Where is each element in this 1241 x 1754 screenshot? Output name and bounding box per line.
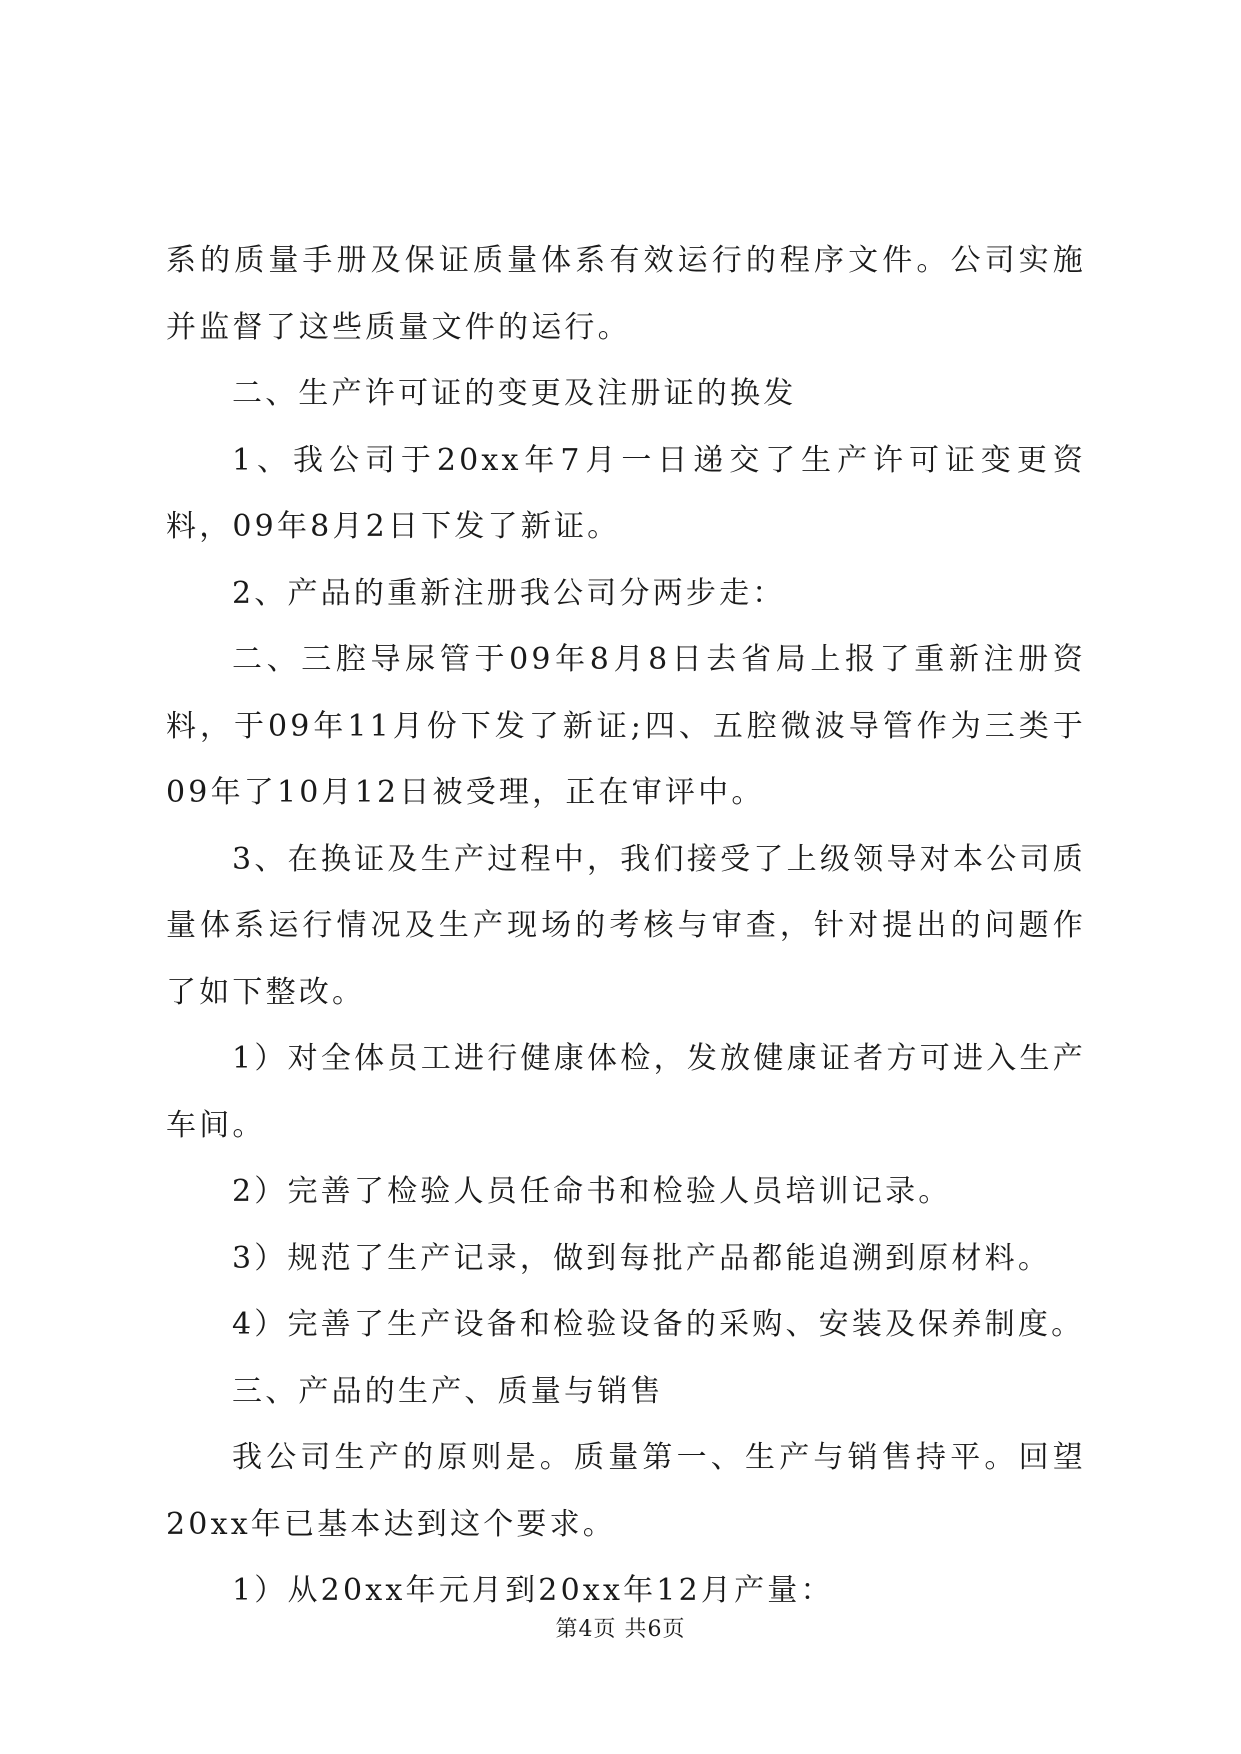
page-footer: 第4页 共6页 <box>555 1617 686 1642</box>
list-item: 1）对全体员工进行健康体检，发放健康证者方可进入生产车间。 <box>166 1041 1086 1143</box>
list-item: 1）从20xx年元月到20xx年12月产量： <box>232 1573 834 1608</box>
section-heading: 二、生产许可证的变更及注册证的换发 <box>232 376 797 411</box>
list-item: 4）完善了生产设备和检验设备的采购、安装及保养制度。 <box>232 1307 1085 1342</box>
paragraph: 3、在换证及生产过程中，我们接受了上级领导对本公司质量体系运行情况及生产现场的考核与审查，针对提出的问题作了如下整改。 <box>166 841 1086 1010</box>
list-item: 3）规范了生产记录，做到每批产品都能追溯到原材料。 <box>232 1240 1052 1276</box>
paragraph: 2、产品的重新注册我公司分两步走： <box>232 575 786 611</box>
paragraph: 二、三腔导尿管于09年8月8日去省局上报了重新注册资料，于09年11月份下发了新证;四、五腔微波导管作为三类于09年了10月12日被受理，正在审评中。 <box>166 642 1086 810</box>
paragraph: 我公司生产的原则是。质量第一、生产与销售持平。回望20xx年已基本达到这个要求。 <box>166 1440 1086 1542</box>
document-body <box>166 228 1086 1625</box>
paragraph: 系的质量手册及保证质量体系有效运行的程序文件。公司实施并监督了这些质量文件的运行。 <box>166 243 1086 345</box>
section-heading: 三、产品的生产、质量与销售 <box>232 1373 664 1409</box>
paragraph: 1、我公司于20xx年7月一日递交了生产许可证变更资料，09年8月2日下发了新证。 <box>166 442 1086 544</box>
list-item: 2）完善了检验人员任命书和检验人员培训记录。 <box>232 1174 952 1209</box>
